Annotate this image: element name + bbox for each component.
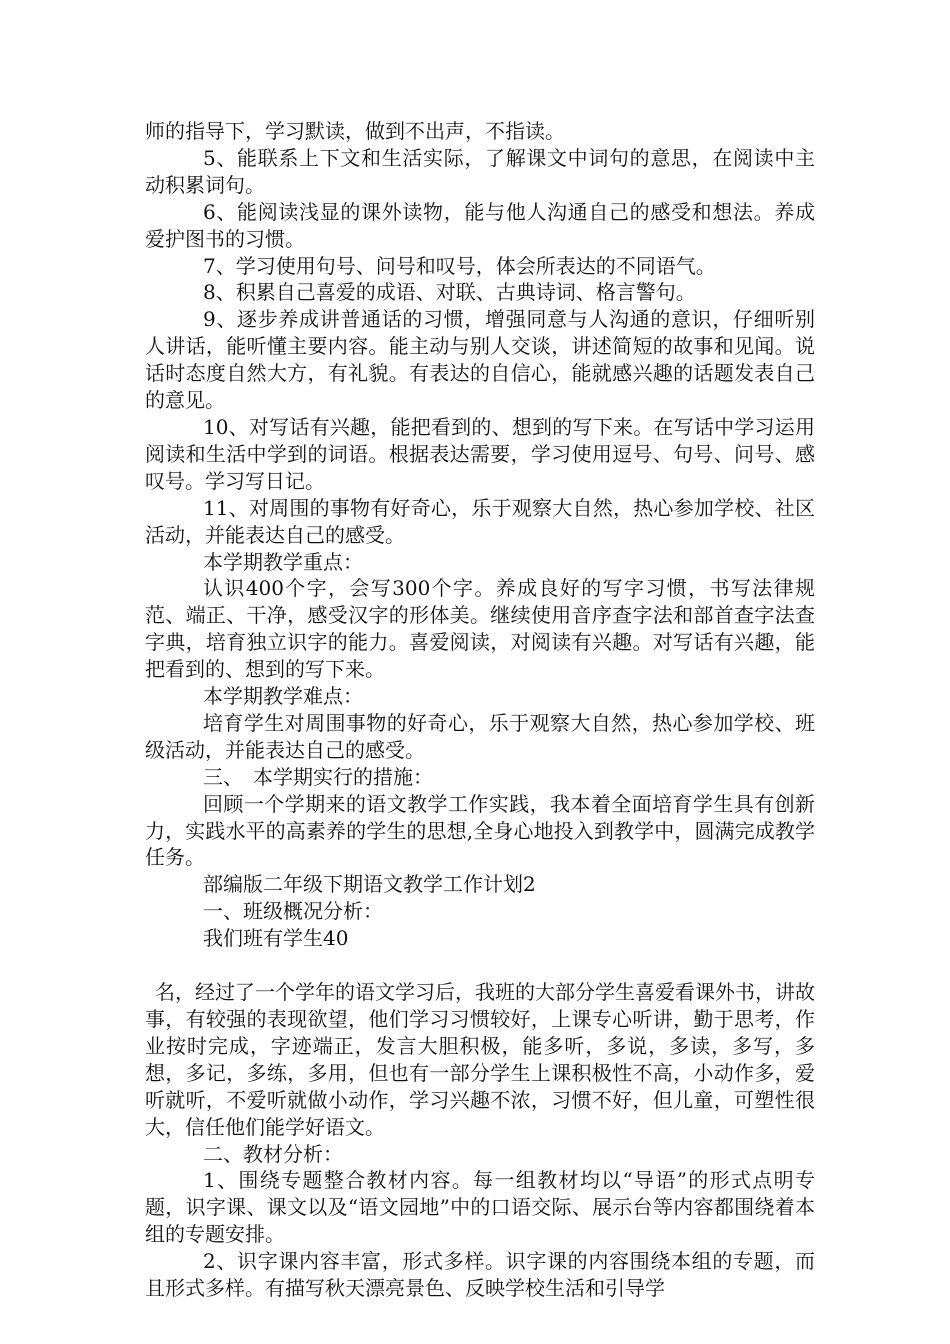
paragraph: 1、围绕专题整合教材内容。每一组教材均以“导语”的形式点明专题，识字课、课文以及“语文园地”中的口语交际、展示台等内容都围绕着本组的专题安排。: [145, 1168, 815, 1247]
paragraph: 2、识字课内容丰富，形式多样。识字课的内容围绕本组的专题，而且形式多样。有描写秋天漂亮景色、反映学校生活和引导学: [145, 1249, 815, 1301]
paragraph: 5、能联系上下文和生活实际，了解课文中词句的意思，在阅读中主动积累词句。: [145, 145, 815, 197]
paragraph: 9、逐步养成讲普通话的习惯，增强同意与人沟通的意识，仔细听别人讲话，能听懂主要内容。能主动与别人交谈，讲述简短的故事和见闻。说话时态度自然大方，有礼貌。有表达的自信心，能就感兴趣的话题发表自己的意见。: [145, 307, 815, 413]
paragraph: 7、学习使用句号、问号和叹号，体会所表达的不同语气。: [203, 253, 716, 278]
paragraph: 回顾一个学期来的语文教学工作实践，我本着全面培育学生具有创新力，实践水平的高素养的学生的思想,全身心地投入到教学中，圆满完成教学任务。: [145, 791, 815, 870]
paragraph: 认识400个字，会写300个字。养成良好的写字习惯，书写法律规范、端正、干净，感受汉字的形体美。继续使用音序查字法和部首查字法查字典，培育独立识字的能力。喜爱阅读，对阅读有兴趣。对写话有兴趣，能把看到的、想到的写下来。: [145, 576, 815, 682]
section-heading: 本学期教学重点：: [203, 549, 363, 574]
paragraph: 培育学生对周围事物的好奇心，乐于观察大自然，热心参加学校、班级活动，并能表达自己的感受。: [145, 710, 815, 762]
paragraph: 我们班有学生40: [203, 926, 349, 951]
section-heading: 一、班级概况分析：: [203, 899, 383, 924]
section-heading: 本学期教学难点：: [203, 684, 363, 709]
document-body: [145, 118, 815, 1302]
paragraph: 名，经过了一个学年的语文学习后，我班的大部分学生喜爱看课外书，讲故事，有较强的表现欲望，他们学习习惯较好，上课专心听讲，勤于思考，作业按时完成，字迹端正，发言大胆积极，能多听，多说，多读，多写，多想，多记，多练，多用，但也有一部分学生上课积极性不高，小动作多，爱听就听，不爱听就做小动作，学习兴趣不浓，习惯不好，但儿童，可塑性很大，信任他们能学好语文。: [145, 980, 815, 1139]
paragraph: 11、对周围的事物有好奇心，乐于观察大自然，热心参加学校、社区活动，并能表达自己的感受。: [145, 495, 815, 547]
paragraph-gap: [145, 952, 815, 979]
section-heading: 二、教材分析：: [203, 1141, 343, 1166]
document-title: 部编版二年级下期语文教学工作计划2: [203, 872, 536, 897]
section-heading: 三、 本学期实行的措施：: [203, 764, 433, 789]
paragraph: 10、对写话有兴趣，能把看到的、想到的写下来。在写话中学习运用阅读和生活中学到的词语。根据表达需要，学习使用逗号、句号、问号、感叹号。学习写日记。: [145, 414, 815, 493]
paragraph: 师的指导下，学习默读，做到不出声，不指读。: [145, 119, 565, 143]
paragraph: 6、能阅读浅显的课外读物，能与他人沟通自己的感受和想法。养成爱护图书的习惯。: [145, 199, 815, 251]
paragraph: 8、积累自己喜爱的成语、对联、古典诗词、格言警句。: [203, 280, 696, 305]
